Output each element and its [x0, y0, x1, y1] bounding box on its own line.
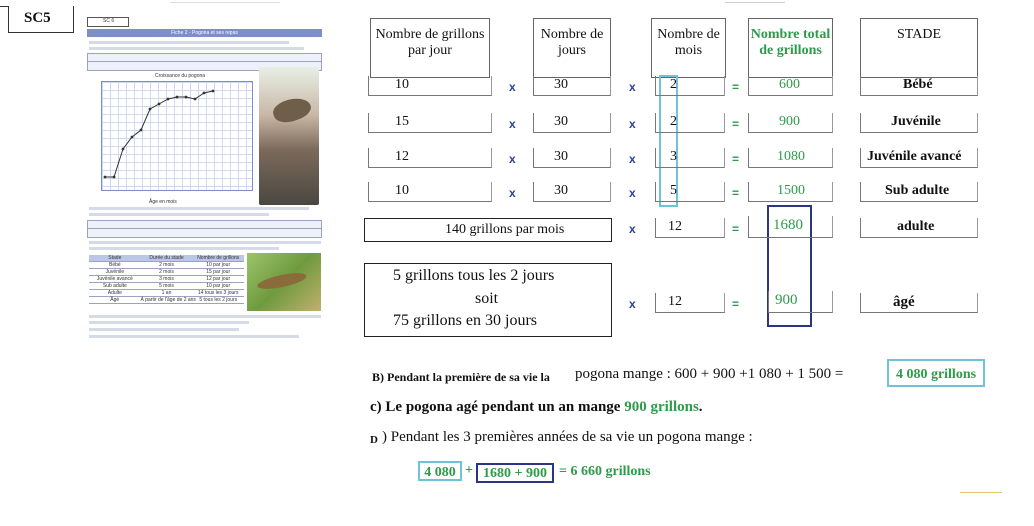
answer-c-end: .: [698, 399, 703, 415]
worksheet-thumbnail: [87, 17, 322, 347]
row2-stage: Juvénile: [860, 113, 978, 133]
row2-per-day: 15: [368, 113, 492, 133]
old-stage: âgé: [860, 293, 978, 313]
answer-c: [370, 399, 703, 416]
thumb-crickets-head: Nombre de grillons: [197, 255, 240, 261]
adult-total: 1680: [748, 216, 833, 238]
equals-sign: =: [732, 186, 740, 200]
row1-stage: Bébé: [860, 76, 978, 96]
equals-sign: =: [732, 80, 740, 94]
row3-days: 30: [533, 148, 611, 168]
row4-days: 30: [533, 182, 611, 202]
thumb-cell: Juvénile: [105, 269, 125, 275]
old-months: 12: [655, 293, 725, 313]
answer-d-plus: +: [465, 463, 473, 478]
thumb-cell: À partir de l'âge de 2 ans: [140, 297, 196, 303]
answer-d-result: = 6 660 grillons: [559, 464, 651, 479]
answer-c-prefix: c) Le pogona agé pendant un an mange: [370, 399, 621, 415]
thumb-chart-title: Croissance du pogona: [155, 73, 206, 79]
times-sign: x: [629, 80, 636, 94]
row3-months: 3: [655, 148, 725, 168]
thumb-cell: Juvénile avancé: [96, 276, 133, 282]
old-age-note: [364, 263, 612, 337]
old-line1: 5 grillons tous les 2 jours: [393, 267, 555, 284]
row1-days: 30: [533, 76, 611, 96]
times-sign: x: [629, 297, 636, 311]
thumb-cell: 12 par jour: [206, 276, 231, 282]
thumb-cell: 3 mois: [159, 276, 174, 282]
row3-per-day: 12: [368, 148, 492, 168]
thumb-cell: 5 mois: [159, 283, 174, 289]
equals-sign: =: [732, 297, 740, 311]
divider-line: [170, 2, 280, 3]
row2-days: 30: [533, 113, 611, 133]
thumb-stage-table: [89, 255, 244, 304]
answer-d-label: D: [370, 434, 378, 446]
thumb-cell: Adulte: [107, 290, 122, 296]
times-sign: x: [629, 117, 636, 131]
thumb-x-axis-label: Âge en mois: [149, 199, 177, 205]
times-sign: x: [509, 186, 516, 200]
thumb-tag: SC 6: [103, 18, 115, 24]
thumb-cell: Bébé: [108, 262, 121, 268]
answer-b-result: 4 080 grillons: [887, 359, 985, 387]
row1-per-day: 10: [368, 76, 492, 96]
answer-b-text: pogona mange : 600 + 900 +1 080 + 1 500 =: [575, 366, 844, 382]
thumb-cell: 10 par jour: [206, 283, 231, 289]
header-total: Nombre total de grillons: [748, 18, 833, 78]
old-line3: 75 grillons en 30 jours: [393, 312, 537, 329]
header-per-day: Nombre de grillons par jour: [370, 18, 490, 78]
row4-months: 5: [655, 182, 725, 202]
thumb-cell: 2 mois: [159, 269, 174, 275]
row4-total: 1500: [748, 182, 833, 202]
answer-d-part2: 1680 + 900: [476, 463, 554, 483]
adult-months: 12: [655, 218, 725, 238]
row1-months: 2: [655, 76, 725, 96]
row4-stage: Sub adulte: [860, 182, 978, 202]
adult-per-month: 140 grillons par mois: [364, 218, 612, 242]
times-sign: x: [509, 80, 516, 94]
old-line2: soit: [475, 290, 499, 307]
row2-total: 900: [748, 113, 833, 133]
times-sign: x: [509, 152, 516, 166]
header-days: Nombre de jours: [533, 18, 611, 78]
thumb-growth-curve: [101, 81, 253, 191]
lizard-photo: [259, 67, 319, 205]
row3-total: 1080: [748, 148, 833, 168]
row3-stage: Juvénile avancé: [860, 148, 978, 168]
thumb-cell: 10 par jour: [206, 262, 231, 268]
row1-total: 600: [748, 76, 833, 96]
thumb-cell: 2 mois: [159, 262, 174, 268]
top-rule: [0, 6, 8, 7]
thumb-cell: 1 an: [161, 290, 172, 296]
thumb-cell: 14 tous les 3 jours: [197, 290, 239, 296]
times-sign: x: [509, 117, 516, 131]
header-months: Nombre de mois: [651, 18, 726, 78]
thumb-duration-head: Durée du stade: [149, 255, 184, 261]
equals-sign: =: [732, 222, 740, 236]
thumb-cell: Âgé: [110, 297, 120, 303]
answer-b-prefix: B) Pendant la première de sa vie la: [372, 370, 550, 384]
thumb-stage-head: Stade: [108, 255, 122, 261]
divider-line: [725, 2, 785, 3]
equals-sign: =: [732, 117, 740, 131]
thumb-cell: 5 tous les 2 jours: [199, 297, 238, 303]
thumb-cell: Sub adulte: [102, 283, 127, 289]
header-stage: STADE: [860, 18, 978, 78]
corner-label: SC5: [24, 10, 51, 26]
equals-sign: =: [732, 152, 740, 166]
thumb-cell: 15 par jour: [206, 269, 231, 275]
answer-d-part1: 4 080: [418, 461, 462, 481]
old-total: 900: [768, 291, 833, 313]
times-sign: x: [629, 152, 636, 166]
times-sign: x: [629, 222, 636, 236]
answer-d-text: ) Pendant les 3 premières années de sa vie un pogona mange :: [382, 429, 753, 445]
answer-c-value: 900 grillons: [624, 399, 699, 415]
adult-stage: adulte: [860, 218, 978, 238]
thumb-heading: Fiche 2 - Pogona et ses repas: [87, 29, 322, 37]
times-sign: x: [629, 186, 636, 200]
row2-months: 2: [655, 113, 725, 133]
divider-line: [960, 492, 1002, 493]
row4-per-day: 10: [368, 182, 492, 202]
